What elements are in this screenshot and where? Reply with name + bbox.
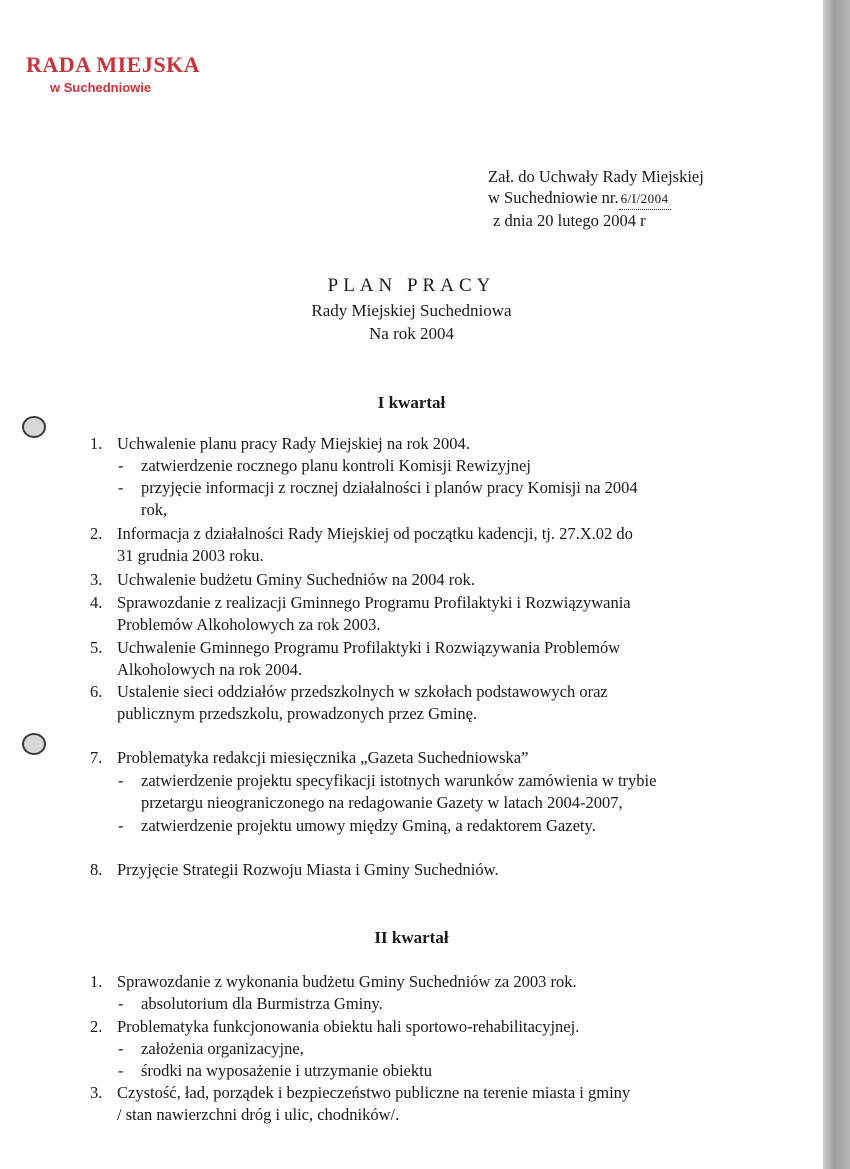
sub-item-text-line: przetargu nieograniczonego na redagowanie Gazety w latach 2004-2007, <box>141 793 623 812</box>
sub-item-dash: - <box>118 816 124 835</box>
sub-item-text-line: zatwierdzenie projektu umowy między Gminą, a redaktorem Gazety. <box>141 816 596 835</box>
sub-item-dash: - <box>118 1039 124 1058</box>
sub-item-text-line: przyjęcie informacji z rocznej działalności i planów pracy Komisji na 2004 <box>141 478 638 497</box>
stamp-line-2: w Suchedniowie <box>50 80 152 95</box>
council-stamp <box>26 52 201 95</box>
document-subtitle-2: Na rok 2004 <box>369 324 454 343</box>
sub-item-text-line: założenia organizacyjne, <box>141 1039 304 1058</box>
item-text-line: publicznym przedszkolu, prowadzonych przez Gminę. <box>117 704 478 723</box>
item-text-line: Alkoholowych na rok 2004. <box>117 660 303 679</box>
scan-edge <box>823 0 850 1169</box>
document-title: PLAN PRACY <box>327 275 496 296</box>
resolution-number: 6/I/2004 <box>619 188 671 210</box>
item-text-line: Problematyka funkcjonowania obiektu hali sportowo-rehabilitacyjnej. <box>117 1017 580 1036</box>
attachment-line-2 <box>488 187 704 210</box>
punch-hole-bottom <box>22 733 46 755</box>
document-subtitle-1: Rady Miejskiej Suchedniowa <box>311 301 512 320</box>
item-number: 2. <box>90 524 103 543</box>
item-number: 3. <box>90 1083 103 1102</box>
sub-item-text-line: środki na wyposażenie i utrzymanie obiektu <box>141 1061 432 1080</box>
attachment-line-3: z dnia 20 lutego 2004 r <box>493 211 646 230</box>
sub-item-text-line: rok, <box>141 500 168 519</box>
sub-item-dash: - <box>118 771 124 790</box>
item-text-line: Uchwalenie budżetu Gminy Suchedniów na 2004 rok. <box>117 570 475 589</box>
item-text-line: Problematyka redakcji miesięcznika „Gazeta Suchedniowska” <box>117 748 529 767</box>
item-text-line: 31 grudnia 2003 roku. <box>117 546 264 565</box>
sub-item-text-line: absolutorium dla Burmistrza Gminy. <box>141 994 383 1013</box>
sub-item-dash: - <box>118 456 124 475</box>
item-number: 4. <box>90 593 103 612</box>
item-number: 6. <box>90 682 103 701</box>
item-text-line: Uchwalenie planu pracy Rady Miejskiej na rok 2004. <box>117 434 470 453</box>
item-text-line: Sprawozdanie z wykonania budżetu Gminy Suchedniów za 2003 rok. <box>117 972 577 991</box>
sub-item-text-line: zatwierdzenie projektu specyfikacji istotnych warunków zamówienia w trybie <box>141 771 657 790</box>
sub-item-dash: - <box>118 478 124 497</box>
punch-hole-top <box>22 416 46 438</box>
item-number: 1. <box>90 972 103 991</box>
attachment-prefix: w Suchedniowie nr. <box>488 188 619 207</box>
item-number: 3. <box>90 570 103 589</box>
sub-item-text-line: zatwierdzenie rocznego planu kontroli Komisji Rewizyjnej <box>141 456 531 475</box>
item-number: 8. <box>90 860 103 879</box>
item-text-line: / stan nawierzchni dróg i ulic, chodników/. <box>117 1105 400 1124</box>
sub-item-dash: - <box>118 994 124 1013</box>
item-number: 2. <box>90 1017 103 1036</box>
item-text-line: Czystość, ład, porządek i bezpieczeństwo publiczne na terenie miasta i gminy <box>117 1083 631 1102</box>
item-text-line: Sprawozdanie z realizacji Gminnego Programu Profilaktyki i Rozwiązywania <box>117 593 631 612</box>
item-text-line: Informacja z działalności Rady Miejskiej od początku kadencji, tj. 27.X.02 do <box>117 524 633 543</box>
section-heading-q1: I kwartał <box>377 393 446 412</box>
section-heading-q2: II kwartał <box>374 928 449 947</box>
item-text-line: Uchwalenie Gminnego Programu Profilaktyki i Rozwiązywania Problemów <box>117 638 621 657</box>
item-number: 1. <box>90 434 103 453</box>
stamp-line-1: RADA MIEJSKA <box>26 52 201 77</box>
item-text-line: Przyjęcie Strategii Rozwoju Miasta i Gminy Suchedniów. <box>117 860 499 879</box>
item-text-line: Ustalenie sieci oddziałów przedszkolnych w szkołach podstawowych oraz <box>117 682 608 701</box>
attachment-line-1: Zał. do Uchwały Rady Miejskiej <box>488 167 704 186</box>
attachment-note <box>488 166 704 231</box>
item-text-line: Problemów Alkoholowych za rok 2003. <box>117 615 381 634</box>
item-number: 7. <box>90 748 103 767</box>
item-number: 5. <box>90 638 103 657</box>
sub-item-dash: - <box>118 1061 124 1080</box>
